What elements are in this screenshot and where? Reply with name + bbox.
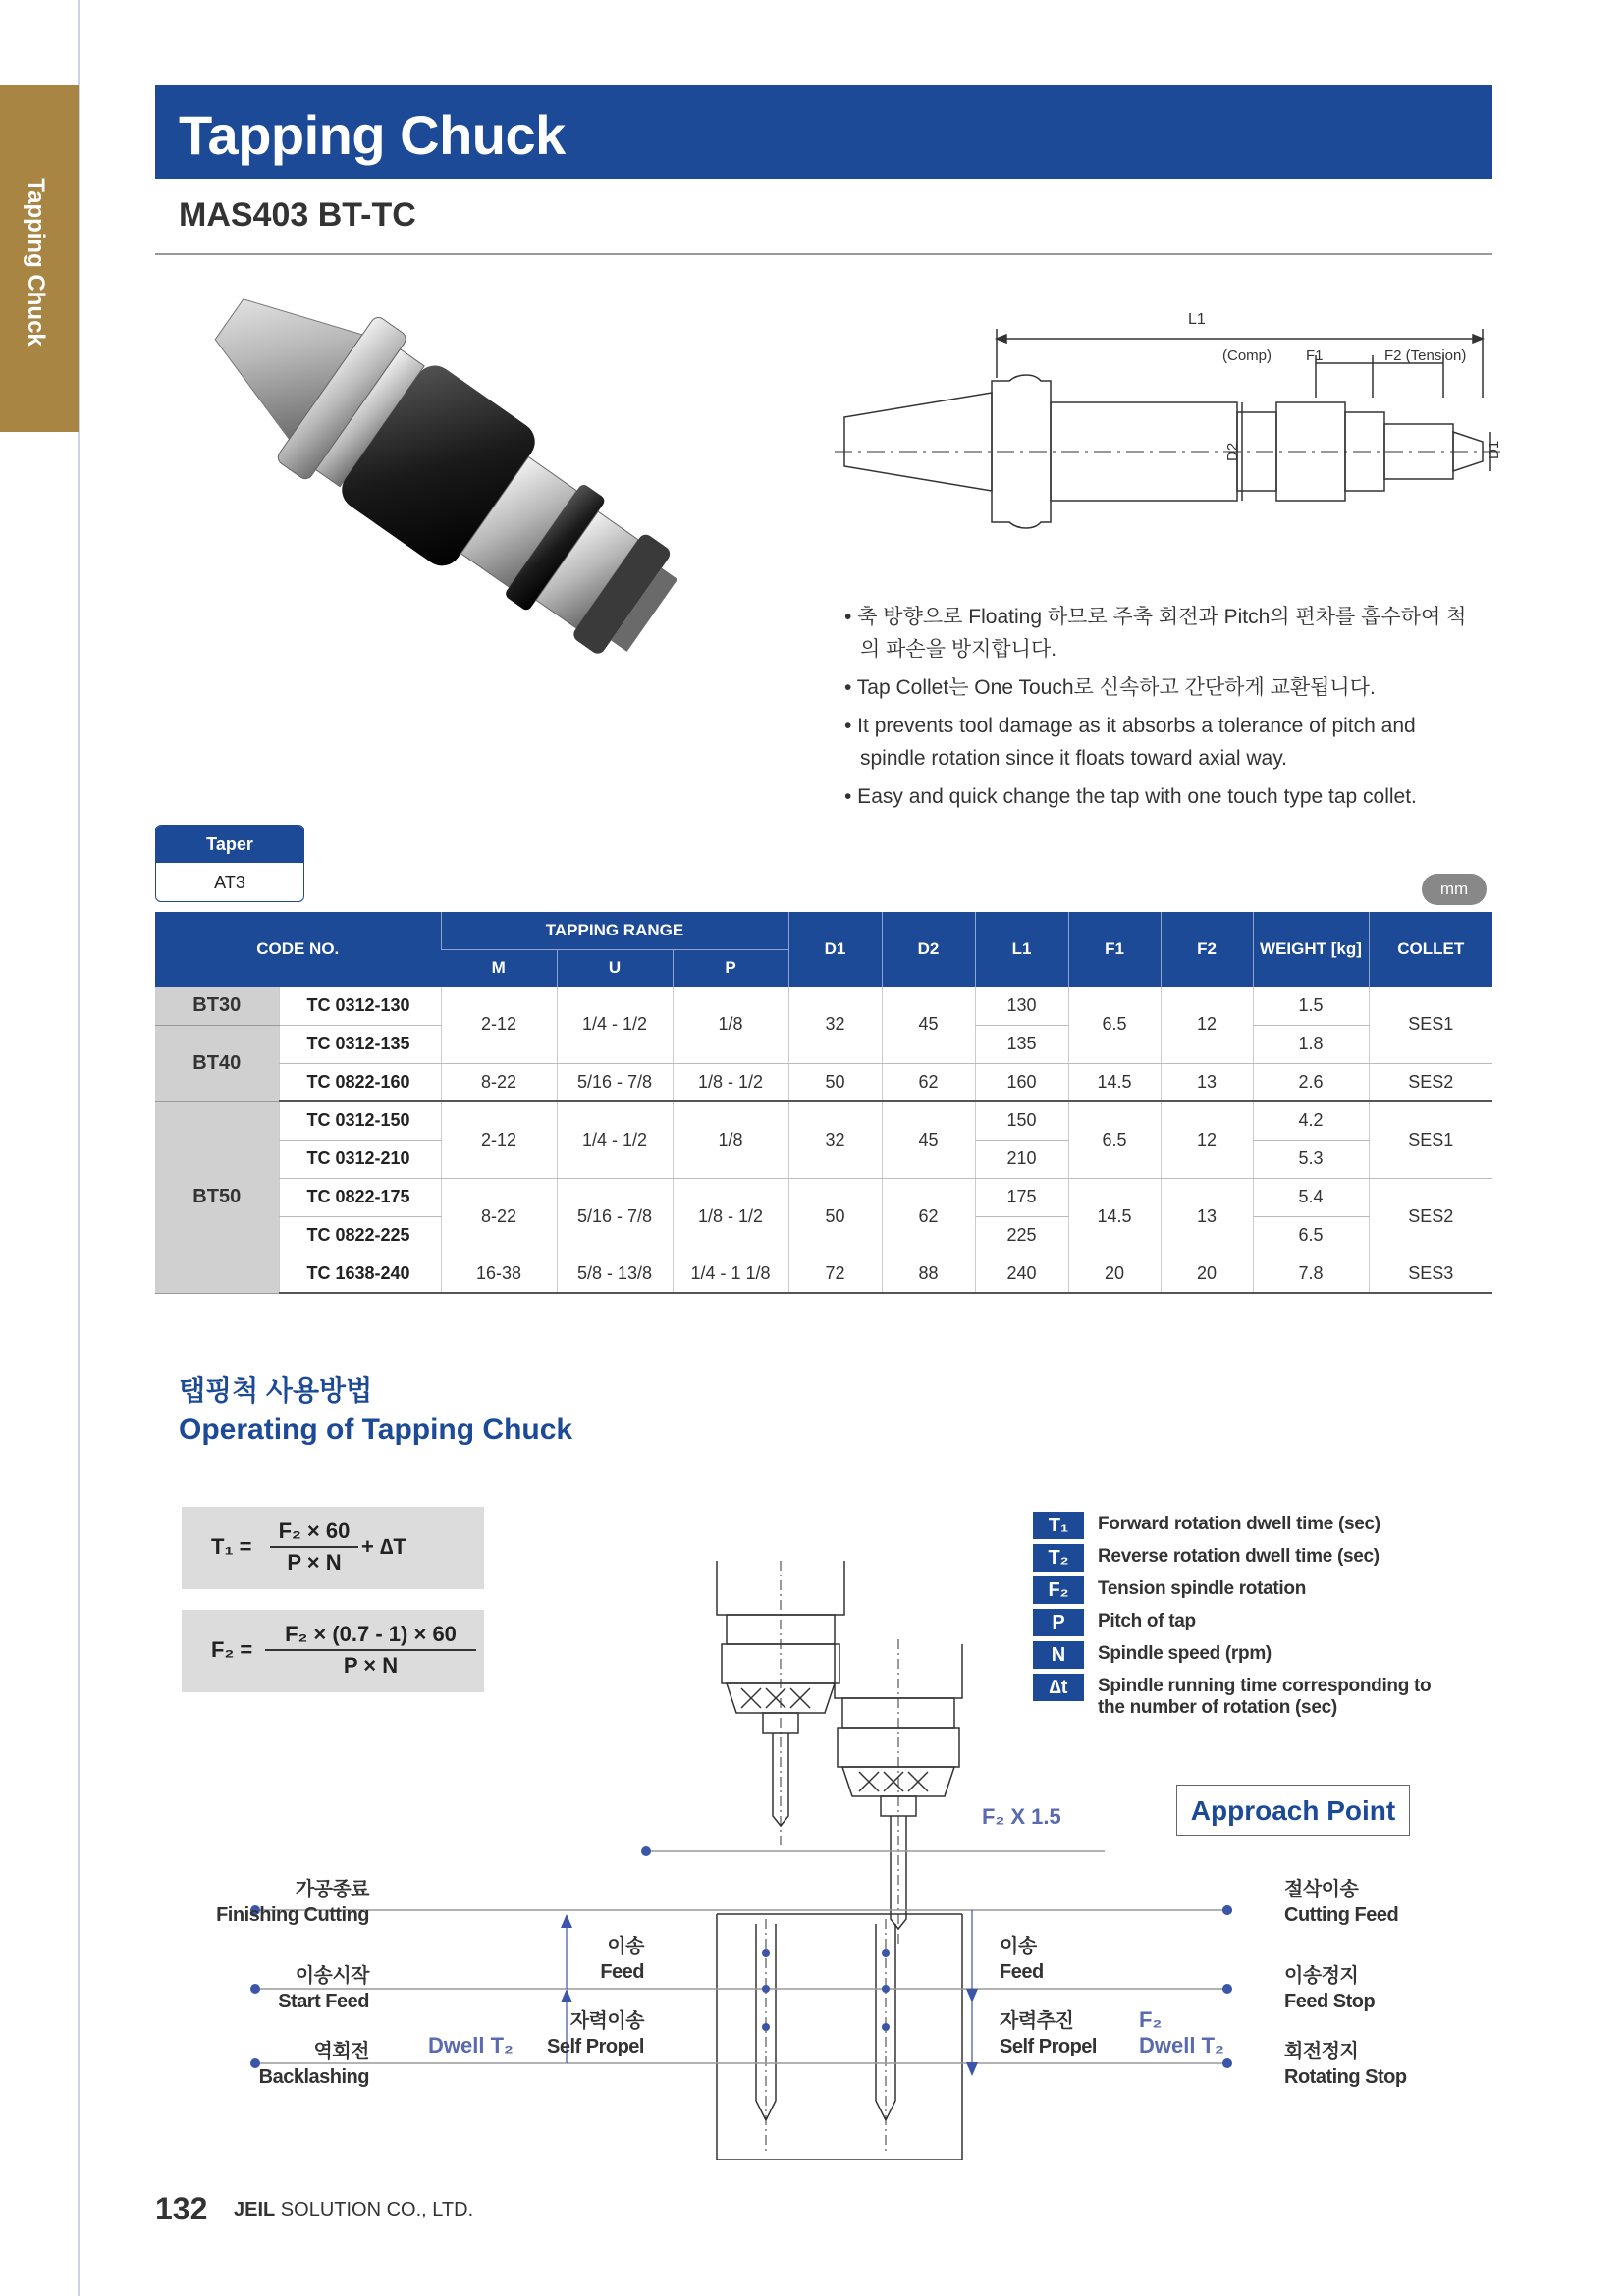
back-kr: 역회전 [313, 2041, 369, 2062]
group-bt30: BT30 [155, 987, 279, 1025]
table-row [155, 987, 1492, 1025]
table-row [155, 1101, 1492, 1140]
col-p: P [673, 949, 788, 987]
table-row [155, 1255, 1492, 1293]
page-title: Tapping Chuck [179, 104, 566, 166]
bullet-kr-1: • 축 방향으로 Floating 하므로 주축 회전과 Pitch의 편차를 흡수하여 척의 파손을 방지합니다. [844, 606, 1467, 661]
feed-kr: 이송 [607, 1936, 644, 1957]
feed-stop-label [1284, 1963, 1461, 2014]
dwell-right-label: Dwell T₂ [1139, 2033, 1224, 2057]
back-en: Backlashing [258, 2066, 369, 2088]
code-cell: TC 0822-225 [279, 1216, 441, 1255]
weight-cell: 2.6 [1253, 1063, 1369, 1101]
col-f2: F2 [1161, 912, 1253, 987]
code-cell: TC 0312-130 [279, 987, 441, 1025]
bullet-en-1: • It prevents tool damage as it absorbs a tolerance of pitch and spindle rotation since it floats toward axial way. [844, 715, 1416, 770]
col-m: M [441, 949, 557, 987]
collet-cell: SES3 [1369, 1255, 1492, 1293]
m-cell: 2-12 [441, 1101, 557, 1178]
technical-drawing [835, 304, 1502, 530]
taper-box [155, 825, 304, 902]
drawing-comp-label: (Comp) [1222, 347, 1272, 364]
subtitle-divider [155, 253, 1492, 255]
drawing-f2-label: F2 (Tension) [1384, 347, 1467, 364]
start-kr: 이송시작 [295, 1965, 369, 1987]
f1-cell: 14.5 [1068, 1178, 1161, 1255]
table-row [155, 1063, 1492, 1101]
collet-cell: SES1 [1369, 987, 1492, 1063]
formula-f2-lhs: F₂ = [211, 1637, 253, 1662]
self-propel-right-label [1000, 2008, 1147, 2059]
d1-cell: 32 [788, 1101, 882, 1178]
weight-cell: 6.5 [1253, 1216, 1369, 1255]
col-weight: WEIGHT [kg] [1253, 912, 1369, 987]
l1-cell: 160 [975, 1063, 1068, 1101]
collet-cell: SES1 [1369, 1101, 1492, 1178]
feedstop-kr: 이송정지 [1284, 1965, 1359, 1987]
company-name [234, 2199, 473, 2221]
drawing-f1-label: F1 [1306, 347, 1324, 364]
legend-key: T₁ [1033, 1512, 1084, 1539]
p-cell: 1/4 - 1 1/8 [673, 1255, 788, 1293]
p-cell: 1/8 - 1/2 [673, 1063, 788, 1101]
col-code: CODE NO. [155, 912, 441, 987]
legend-key: P [1033, 1609, 1084, 1636]
l1-cell: 210 [975, 1140, 1068, 1178]
bullet-en-2: • Easy and quick change the tap with one touch type tap collet. [844, 785, 1417, 808]
m-cell: 8-22 [441, 1063, 557, 1101]
l1-cell: 225 [975, 1216, 1068, 1255]
feedstop-en: Feed Stop [1284, 1991, 1376, 2012]
col-u: U [557, 949, 673, 987]
product-photo [177, 294, 727, 667]
f2-cell: 13 [1161, 1063, 1253, 1101]
u-cell: 1/4 - 1/2 [557, 1101, 673, 1178]
finishing-cutting-label [187, 1877, 369, 1928]
legend-text: Pitch of tap [1098, 1611, 1196, 1631]
d1-cell: 50 [788, 1063, 882, 1101]
formula-f2-denominator: P × N [343, 1653, 399, 1678]
company-bold: JEIL [234, 2199, 276, 2220]
code-cell: TC 1638-240 [279, 1255, 441, 1293]
d2-cell: 88 [882, 1255, 975, 1293]
weight-cell: 5.3 [1253, 1140, 1369, 1178]
side-section-tab [0, 85, 79, 432]
legend-key: T₂ [1033, 1544, 1084, 1572]
code-cell: TC 0312-135 [279, 1025, 441, 1063]
company-rest: SOLUTION CO., LTD. [275, 2199, 474, 2220]
f2-cell: 13 [1161, 1178, 1253, 1255]
group-bt50: BT50 [155, 1101, 279, 1293]
title-bar [155, 85, 1492, 179]
u-cell: 5/8 - 13/8 [557, 1255, 673, 1293]
feed-right-label [1000, 1934, 1147, 1985]
cutting-kr: 절삭이송 [1284, 1879, 1359, 1900]
f2-mark: F₂ [1139, 2007, 1163, 2032]
legend-text: Spindle speed (rpm) [1098, 1643, 1272, 1664]
d1-cell: 50 [788, 1178, 882, 1255]
collet-cell: SES2 [1369, 1063, 1492, 1101]
l1-cell: 150 [975, 1101, 1068, 1140]
legend-text: Forward rotation dwell time (sec) [1098, 1514, 1380, 1534]
code-cell: TC 0312-210 [279, 1140, 441, 1178]
legend-key: N [1033, 1641, 1084, 1669]
group-bt40: BT40 [155, 1025, 279, 1101]
d2-cell: 62 [882, 1178, 975, 1255]
cutting-feed-label [1284, 1877, 1461, 1928]
d2-cell: 62 [882, 1063, 975, 1101]
feature-bullets [844, 601, 1483, 819]
f1-cell: 20 [1068, 1255, 1161, 1293]
code-cell: TC 0822-175 [279, 1178, 441, 1216]
formula-t1-rhs: + ∆T [361, 1534, 406, 1559]
l1-cell: 175 [975, 1178, 1068, 1216]
f2x15-label: F₂ X 1.5 [982, 1804, 1061, 1829]
dwell-left-label: Dwell T₂ [428, 2033, 514, 2057]
m-cell: 8-22 [441, 1178, 557, 1255]
page-number: 132 [155, 2191, 208, 2226]
p-cell: 1/8 [673, 987, 788, 1063]
backlashing-label [187, 2039, 369, 2090]
legend-text: Spindle running time corresponding to the number of rotation (sec) [1098, 1676, 1432, 1718]
m-cell: 16-38 [441, 1255, 557, 1293]
col-d2: D2 [882, 912, 975, 987]
formula-t1-numerator: F₂ × 60 [270, 1519, 358, 1548]
col-tapping-range: TAPPING RANGE [441, 912, 788, 949]
legend-text: Reverse rotation dwell time (sec) [1098, 1546, 1380, 1567]
legend-text: Tension spindle rotation [1098, 1578, 1307, 1599]
operating-title-kr: 탭핑척 사용방법 [179, 1375, 373, 1406]
table-row [155, 1178, 1492, 1216]
u-cell: 5/16 - 7/8 [557, 1178, 673, 1255]
start-en: Start Feed [278, 1991, 369, 2012]
drawing-l1-label: L1 [1188, 311, 1206, 328]
u-cell: 1/4 - 1/2 [557, 987, 673, 1063]
p-cell: 1/8 - 1/2 [673, 1178, 788, 1255]
f2-cell: 12 [1161, 1101, 1253, 1178]
cutting-en: Cutting Feed [1284, 1904, 1399, 1926]
drawing-d1-label: D1 [1486, 440, 1502, 459]
u-cell: 5/16 - 7/8 [557, 1063, 673, 1101]
f1-cell: 6.5 [1068, 1101, 1161, 1178]
model-subtitle: MAS403 BT-TC [179, 196, 416, 234]
legend-key: ∆t [1033, 1674, 1084, 1701]
f1-cell: 6.5 [1068, 987, 1161, 1063]
rotstop-kr: 회전정지 [1284, 2041, 1359, 2062]
rotating-stop-label [1284, 2039, 1461, 2090]
weight-cell: 1.8 [1253, 1025, 1369, 1063]
f2-cell: 20 [1161, 1255, 1253, 1293]
legend-key: F₂ [1033, 1576, 1084, 1604]
formula-t1-lhs: T₁ = [211, 1534, 252, 1559]
formula-t1-denominator: P × N [287, 1550, 342, 1575]
col-d1: D1 [788, 912, 882, 987]
drawing-d2-label: D2 [1224, 442, 1241, 461]
bullet-kr-2: • Tap Collet는 One Touch로 신속하고 간단하게 교환됩니다. [844, 676, 1376, 699]
weight-cell: 1.5 [1253, 987, 1369, 1025]
l1-cell: 135 [975, 1025, 1068, 1063]
finishing-kr: 가공종료 [295, 1879, 369, 1900]
unit-badge: mm [1422, 874, 1487, 905]
l1-cell: 130 [975, 987, 1068, 1025]
feed-en: Feed [600, 1961, 644, 1983]
side-tab-label: Tapping Chuck [23, 178, 49, 347]
feed-left-label [491, 1934, 644, 1985]
col-f1: F1 [1068, 912, 1161, 987]
taper-label: Taper [156, 826, 303, 863]
code-cell: TC 0312-150 [279, 1101, 441, 1140]
l1-cell: 240 [975, 1255, 1068, 1293]
collet-cell: SES2 [1369, 1178, 1492, 1255]
selfprop2-kr: 자력추진 [1000, 2010, 1074, 2032]
d2-cell: 45 [882, 987, 975, 1063]
weight-cell: 5.4 [1253, 1178, 1369, 1216]
d1-cell: 32 [788, 987, 882, 1063]
start-feed-label [187, 1963, 369, 2014]
feed2-en: Feed [1000, 1961, 1044, 1983]
spec-table [155, 912, 1492, 1294]
col-collet: COLLET [1369, 912, 1492, 987]
feed2-kr: 이송 [1000, 1936, 1037, 1957]
operating-title-en: Operating of Tapping Chuck [179, 1414, 573, 1446]
approach-point-box: Approach Point [1176, 1785, 1410, 1836]
col-l1: L1 [975, 912, 1068, 987]
taper-value: AT3 [214, 873, 245, 892]
d2-cell: 45 [882, 1101, 975, 1178]
formula-f2-numerator: F₂ × (0.7 - 1) × 60 [265, 1622, 476, 1651]
selfprop2-en: Self Propel [1000, 2036, 1097, 2057]
weight-cell: 4.2 [1253, 1101, 1369, 1140]
f2-cell: 12 [1161, 987, 1253, 1063]
weight-cell: 7.8 [1253, 1255, 1369, 1293]
selfprop-kr: 자력이송 [569, 2010, 644, 2032]
selfprop-en: Self Propel [547, 2036, 644, 2057]
d1-cell: 72 [788, 1255, 882, 1293]
self-propel-left-label [491, 2008, 644, 2059]
p-cell: 1/8 [673, 1101, 788, 1178]
f1-cell: 14.5 [1068, 1063, 1161, 1101]
code-cell: TC 0822-160 [279, 1063, 441, 1101]
m-cell: 2-12 [441, 987, 557, 1063]
rotstop-en: Rotating Stop [1284, 2066, 1407, 2088]
finishing-en: Finishing Cutting [216, 1904, 369, 1926]
